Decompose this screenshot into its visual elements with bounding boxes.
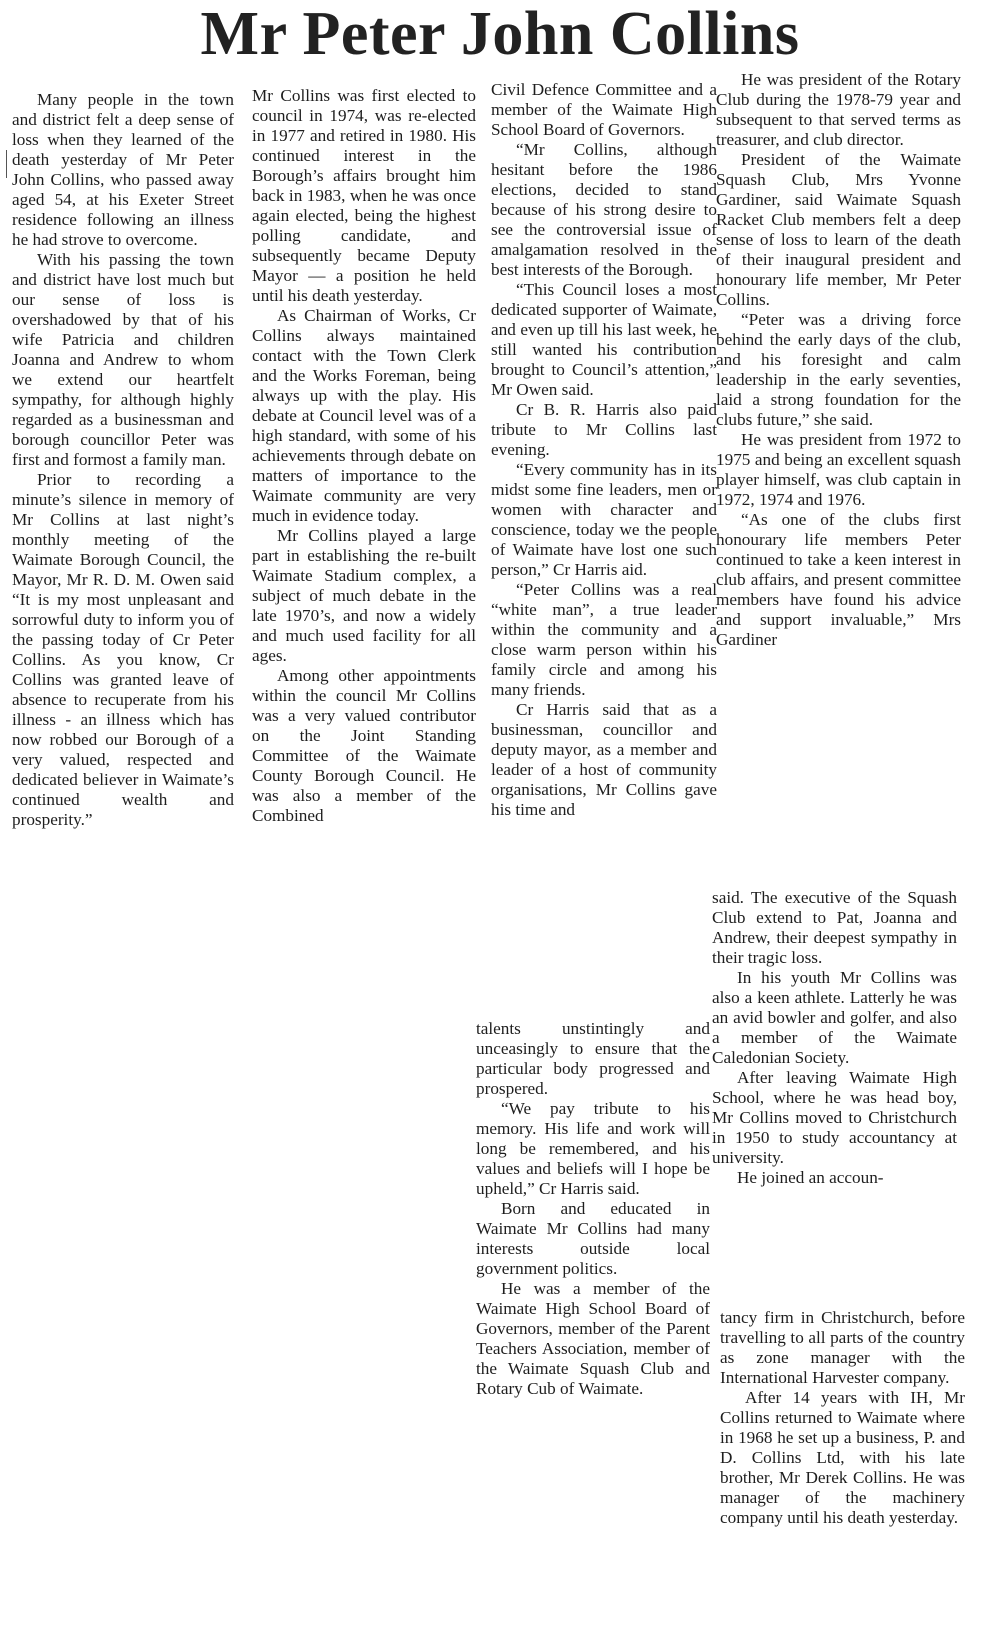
article-paragraph: In his youth Mr Collins was also a keen athlete. Latterly he was an avid bowler and golfer, and also a member of the Waimate Caledonian Society. xyxy=(712,968,957,1067)
article-paragraph: Mr Collins was first elected to council in 1974, was re-elected in 1977 and retired in 1980. His continued interest in the Borough’s affairs brought him back in 1983, when he was once again elected, being the highest polling candidate, and subsequently became Deputy Mayor — a position he held until his death yesterday. xyxy=(252,86,476,305)
article-paragraph: With his passing the town and district have lost much but our sense of loss is overshadowed by that of his wife Patricia and children Joanna and Andrew to whom we extend our heartfelt sympathy, for although highly regarded as a businessman and borough councillor Peter was first and formost a family man. xyxy=(12,250,234,469)
article-paragraph: He joined an accoun- xyxy=(737,1168,884,1187)
article-paragraph: Among other appointments within the council Mr Collins was a very valued contributor on the Joint Standing Committee of the Waimate County Borough Council. He was also a member of the Combined xyxy=(252,666,476,825)
article-paragraph: “Mr Collins, although hesitant before the 1986 elections, decided to stand because of his strong desire to see the controversial issue of amalgamation resolved in the best interests of the Borough. xyxy=(491,140,717,279)
article-paragraph: “As one of the clubs first honourary life members Peter continued to take a keen interest in club affairs, and present committee members have found his advice and support invaluable,” Mrs Gardiner xyxy=(716,510,961,649)
article-paragraph: talents unstintingly and unceasingly to ensure that the particular body progressed and prospered. xyxy=(476,1019,710,1098)
column-2 xyxy=(252,86,476,826)
column-4 xyxy=(716,70,961,650)
article-paragraph: said. The executive of the Squash Club extend to Pat, Joanna and Andrew, their deepest sympathy in their tragic loss. xyxy=(712,888,957,967)
column-4-continued xyxy=(712,888,957,1188)
article-paragraph: He was a member of the Waimate High School Board of Governors, member of the Parent Teachers Association, member of the Waimate Squash Club and Rotary Cub of Waimate. xyxy=(476,1279,710,1398)
column-3 xyxy=(491,80,717,820)
article-paragraph: He was president from 1972 to 1975 and being an excellent squash player himself, was club captain in 1972, 1974 and 1976. xyxy=(716,430,961,509)
article-paragraph: “Peter Collins was a real “white man”, a true leader within the community and a close warm person within his family circle and among his many friends. xyxy=(491,580,717,699)
article-paragraph: Born and educated in Waimate Mr Collins had many interests outside local government politics. xyxy=(476,1199,710,1278)
article-paragraph: tancy firm in Christchurch, before travelling to all parts of the country as zone manager with the International Harvester company. xyxy=(720,1308,965,1387)
column-4-final xyxy=(720,1308,965,1528)
article-paragraph: “This Council loses a most dedicated supporter of Waimate, and even up till his last week, he still wanted his contribution brought to Council’s attention,” Mr Owen said. xyxy=(491,280,717,399)
margin-rule xyxy=(6,150,7,178)
article-paragraph: As Chairman of Works, Cr Collins always maintained contact with the Town Clerk and the Works Foreman, being always up with the play. His debate at Council level was of a high standard, with some of his achievements through debate on matters of importance to the Waimate community are very much in evidence today. xyxy=(252,306,476,525)
article-paragraph: “We pay tribute to his memory. His life and work will long be remembered, and his values and beliefs will I hope be upheld,” Cr Harris said. xyxy=(476,1099,710,1198)
article-paragraph: Mr Collins played a large part in establishing the re-built Waimate Stadium complex, a subject of much debate in the late 1970’s, and now a widely and much used facility for all ages. xyxy=(252,526,476,665)
article-paragraph: Cr Harris said that as a businessman, councillor and deputy mayor, as a member and leader of a host of community organisations, Mr Collins gave his time and xyxy=(491,700,717,819)
article-paragraph: Prior to recording a minute’s silence in memory of Mr Collins at last night’s monthly meeting of the Waimate Borough Council, the Mayor, Mr R. D. M. Owen said “It is my most unpleasant and sorrowful duty to inform you of the passing today of Cr Peter Collins. As you know, Cr Collins was granted leave of absence to recuperate from his illness - an illness which has now robbed our Borough of a very valued, respected and dedicated believer in Waimate’s continued wealth and prosperity.” xyxy=(12,470,234,829)
article-paragraph: President of the Waimate Squash Club, Mrs Yvonne Gardiner, said Waimate Squash Racket Club members felt a deep sense of loss to learn of the death of their inaugural president and honourary life member, Mr Peter Collins. xyxy=(716,150,961,309)
article-paragraph: Many people in the town and district felt a deep sense of loss when they learned of the death yesterday of Mr Peter John Collins, who passed away aged 54, at his Exeter Street residence following an illness he had strove to overcome. xyxy=(12,90,234,249)
article-paragraph: Cr B. R. Harris also paid tribute to Mr Collins last evening. xyxy=(491,400,717,459)
article-paragraph: He was president of the Rotary Club during the 1978-79 year and subsequent to that served terms as treasurer, and club director. xyxy=(716,70,961,149)
headline: Mr Peter John Collins xyxy=(200,0,800,68)
article-paragraph: “Every community has in its midst some fine leaders, men or women with character and conscience, today we the people of Waimate have lost one such person,” Cr Harris aid. xyxy=(491,460,717,579)
article-paragraph: After leaving Waimate High School, where he was head boy, Mr Collins moved to Christchurch in 1950 to study accountancy at university. xyxy=(712,1068,957,1167)
column-1 xyxy=(12,90,234,830)
article-paragraph: Civil Defence Committee and a member of the Waimate High School Board of Governors. xyxy=(491,80,717,139)
article-paragraph: “Peter was a driving force behind the early days of the club, and his foresight and calm leadership in the early seventies, laid a strong foundation for the clubs future,” she said. xyxy=(716,310,961,429)
column-3-continued xyxy=(476,1019,710,1399)
article-paragraph: After 14 years with IH, Mr Collins returned to Waimate where in 1968 he set up a business, P. and D. Collins Ltd, with his late brother, Mr Derek Collins. He was manager of the machinery company until his death yesterday. xyxy=(720,1388,965,1527)
